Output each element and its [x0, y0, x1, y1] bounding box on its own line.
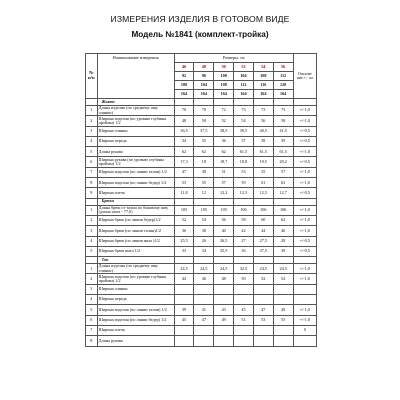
table-row — [86, 325, 317, 335]
measurement-value: 48 — [174, 116, 194, 126]
measurement-value: 18,8 — [234, 157, 254, 167]
row-number: 2 — [86, 116, 98, 126]
measurement-value: 28 — [273, 236, 293, 246]
section-empty-cell — [253, 198, 273, 205]
param-value: 100 — [214, 72, 234, 81]
measurement-value: 52 — [214, 116, 234, 126]
measurement-value: 70 — [194, 106, 214, 116]
measurement-value — [174, 284, 194, 294]
section-empty-cell — [174, 99, 194, 106]
tolerance-value: +/-1,0 — [293, 215, 316, 225]
measurement-name: Ширина спинки — [97, 126, 174, 136]
param-value: 96 — [194, 72, 214, 81]
section-empty-cell — [253, 257, 273, 264]
measurement-value — [174, 295, 194, 305]
table-row — [86, 284, 317, 294]
measurement-value — [253, 295, 273, 305]
row-number: 5 — [86, 147, 98, 157]
table-row — [86, 126, 317, 136]
table-row — [86, 274, 317, 284]
measurement-value — [253, 325, 273, 335]
table-body — [86, 54, 317, 347]
row-number: 3 — [86, 284, 98, 294]
section-title: Жакет — [97, 99, 174, 106]
table-row — [86, 336, 317, 346]
table-row — [86, 295, 317, 305]
measurement-value: 51 — [214, 167, 234, 177]
measurement-value: 35 — [194, 136, 214, 146]
measurement-value: 51 — [234, 315, 254, 325]
name-header: Наименование измерения — [97, 54, 174, 99]
measurement-value: 34 — [174, 136, 194, 146]
size-cell: 50 — [214, 63, 234, 72]
tolerance-value: +/-0,5 — [293, 246, 316, 256]
measurement-value: 45 — [174, 315, 194, 325]
row-number: 3 — [86, 126, 98, 136]
measurement-value — [194, 295, 214, 305]
row-number: 7 — [86, 167, 98, 177]
measurement-name: Ширина брюк (по линии бедер)1/2 — [97, 215, 174, 225]
measurement-value: 55 — [273, 315, 293, 325]
row-number: 5 — [86, 305, 98, 315]
measurement-value: 52 — [174, 215, 194, 225]
size-cell: 46 — [174, 63, 194, 72]
section-num-cell — [86, 257, 98, 264]
measurement-name: Длина рукава — [97, 147, 174, 157]
measurement-value: 19,5 — [253, 157, 273, 167]
size-cell: 52 — [234, 63, 254, 72]
measurement-value: 106 — [253, 205, 273, 215]
measurement-value — [214, 336, 234, 346]
measurement-value: 20,2 — [273, 157, 293, 167]
tolerance-value: +/-1,0 — [293, 305, 316, 315]
measurement-value: 11,8 — [174, 188, 194, 198]
measurement-value: 36,5 — [174, 126, 194, 136]
section-empty-cell — [174, 198, 194, 205]
measurement-value: 56 — [214, 215, 234, 225]
measurement-value: 47 — [174, 167, 194, 177]
row-number: 8 — [86, 336, 98, 346]
tolerance-value: +/-0,5 — [293, 136, 316, 146]
table-row — [86, 188, 317, 198]
table-row — [86, 215, 317, 225]
measurement-value: 105 — [214, 205, 234, 215]
measurement-value: 40,5 — [253, 126, 273, 136]
row-number: 4 — [86, 136, 98, 146]
measurement-value: 18,7 — [214, 157, 234, 167]
measurement-value — [273, 325, 293, 335]
measurement-value: 54 — [194, 215, 214, 225]
measurement-value — [214, 325, 234, 335]
measurement-value: 34 — [194, 246, 214, 256]
row-number: 4 — [86, 295, 98, 305]
section-empty-cell — [234, 99, 254, 106]
section-num-cell — [86, 198, 98, 205]
measurement-value: 49 — [194, 167, 214, 177]
measurement-value: 56 — [253, 116, 273, 126]
measurement-value: 47 — [194, 315, 214, 325]
measurement-name: Ширина спинки — [97, 284, 174, 294]
measurement-value: 25,5 — [174, 236, 194, 246]
measurement-value: 39,5 — [234, 126, 254, 136]
measurement-value — [234, 325, 254, 335]
measurement-value: 38 — [253, 136, 273, 146]
measurement-value: 55 — [194, 178, 214, 188]
row-number: 1 — [86, 106, 98, 116]
section-empty-cell — [293, 99, 316, 106]
table-row — [86, 236, 317, 246]
measurement-name: Ширина плеча — [97, 325, 174, 335]
measurement-value: 36 — [214, 136, 234, 146]
measurement-value: 49 — [214, 315, 234, 325]
measurement-value: 26,5 — [214, 236, 234, 246]
table-row — [86, 116, 317, 126]
measurement-name: Ширина переда — [97, 136, 174, 146]
tolerance-value: 0 — [293, 325, 316, 335]
section-title: Топ — [97, 257, 174, 264]
measurement-value: 50 — [194, 116, 214, 126]
measurement-value — [253, 336, 273, 346]
section-empty-cell — [293, 198, 316, 205]
measurement-value: 39 — [273, 136, 293, 146]
size-cell: 54 — [253, 63, 273, 72]
section-empty-cell — [273, 257, 293, 264]
measurement-value: 48 — [214, 274, 234, 284]
tolerance-value: +/-1,0 — [293, 226, 316, 236]
measurement-value: 37 — [234, 136, 254, 146]
section-empty-cell — [273, 198, 293, 205]
measurement-value: 53 — [174, 178, 194, 188]
param-value: 112 — [234, 81, 254, 90]
param-value: 164 — [273, 90, 293, 99]
tolerance-value: +/-1,0 — [293, 205, 316, 215]
measurement-value: 50 — [234, 274, 254, 284]
measurement-value: 52 — [253, 274, 273, 284]
measurement-value — [234, 284, 254, 294]
tolerance-header: Отклоне ние,+,- см — [293, 54, 316, 99]
measurement-value — [194, 284, 214, 294]
measurement-value — [273, 295, 293, 305]
sizes-label: Размеры, см — [174, 54, 293, 63]
table-row — [86, 264, 317, 274]
measurement-value: 49 — [273, 305, 293, 315]
measurement-value: 70 — [174, 106, 194, 116]
measurement-table — [85, 53, 317, 347]
measurement-value: 44 — [174, 274, 194, 284]
param-value: 112 — [273, 72, 293, 81]
measurement-value: 61 — [253, 178, 273, 188]
measurement-value: 53 — [234, 167, 254, 177]
measurement-value — [174, 325, 194, 335]
param-value: 164 — [214, 90, 234, 99]
table-row — [86, 305, 317, 315]
section-empty-cell — [214, 198, 234, 205]
measurement-value: 40 — [214, 226, 234, 236]
section-empty-cell — [293, 257, 316, 264]
measurement-value: 35,5 — [214, 246, 234, 256]
measurement-value: 61,5 — [273, 147, 293, 157]
measurement-value — [273, 284, 293, 294]
measurement-value: 73 — [253, 106, 273, 116]
measurement-value: 27,5 — [253, 236, 273, 246]
measurement-value: 54 — [273, 274, 293, 284]
measurement-value: 12,2 — [214, 188, 234, 198]
measurement-value: 39 — [273, 246, 293, 256]
measurement-value: 36 — [174, 226, 194, 236]
tolerance-value: +/-1,0 — [293, 274, 316, 284]
measurement-value: 33 — [174, 246, 194, 256]
measurement-value: 24,5 — [194, 264, 214, 274]
measurement-value: 46 — [273, 226, 293, 236]
measurement-value — [273, 336, 293, 346]
measurement-value: 59 — [234, 178, 254, 188]
param-value: 100 — [174, 81, 194, 90]
param-value: 116 — [253, 81, 273, 90]
measurement-value: 37,5 — [194, 126, 214, 136]
measurement-value: 38,5 — [214, 126, 234, 136]
measurement-value: 73 — [234, 106, 254, 116]
measurement-value: 60 — [253, 215, 273, 225]
measurement-value: 62 — [194, 147, 214, 157]
measurement-value — [174, 336, 194, 346]
row-number: 7 — [86, 325, 98, 335]
table-row — [86, 136, 317, 146]
row-number: 6 — [86, 315, 98, 325]
measurement-value: 61,5 — [234, 147, 254, 157]
section-empty-cell — [234, 198, 254, 205]
table-row — [86, 178, 317, 188]
param-value: 164 — [194, 90, 214, 99]
row-number: 1 — [86, 264, 98, 274]
param-value: 108 — [253, 72, 273, 81]
row-number: 3 — [86, 226, 98, 236]
measurement-value: 55 — [253, 167, 273, 177]
measurement-value: 24,5 — [214, 264, 234, 274]
measurement-value: 17,3 — [174, 157, 194, 167]
measurement-name: Длина изделия (по среднему шву спинки) — [97, 264, 174, 274]
tolerance-value: +/-1,0 — [293, 106, 316, 116]
row-number: 2 — [86, 215, 98, 225]
measurement-table-wrap — [85, 53, 317, 347]
tolerance-value: +/-1,0 — [293, 178, 316, 188]
measurement-value: 18 — [194, 157, 214, 167]
measurement-value: 58 — [234, 215, 254, 225]
table-row — [86, 315, 317, 325]
measurement-name: Длина рукава — [97, 336, 174, 346]
table-row — [86, 205, 317, 215]
measurement-value — [234, 336, 254, 346]
model-title: Модель №1841 (комплект-тройка) — [131, 30, 269, 39]
tolerance-value: +/-0,5 — [293, 157, 316, 167]
tolerance-value — [293, 336, 316, 346]
measurement-value: 24,5 — [273, 264, 293, 274]
section-empty-cell — [174, 257, 194, 264]
measurement-name: Ширина переда — [97, 295, 174, 305]
table-row — [86, 226, 317, 236]
row-number: 6 — [86, 157, 98, 167]
section-empty-cell — [214, 99, 234, 106]
row-number: 4 — [86, 236, 98, 246]
param-value: 164 — [234, 90, 254, 99]
section-empty-cell — [253, 99, 273, 106]
measurement-name: Ширина изделия (по линии бедер) 1/2 — [97, 178, 174, 188]
header-row-sizes-label — [86, 54, 317, 63]
measurement-value — [253, 284, 273, 294]
table-row — [86, 147, 317, 157]
param-value: 104 — [234, 72, 254, 81]
table-row — [86, 167, 317, 177]
measurement-value: 12,7 — [273, 188, 293, 198]
param-value: 92 — [174, 72, 194, 81]
measurement-value: 106 — [234, 205, 254, 215]
measurement-value: 24,5 — [174, 264, 194, 274]
measurement-value: 26 — [194, 236, 214, 246]
measurement-value: 39 — [174, 305, 194, 315]
measurement-name: Ширина изделия (по линии талии) 1/2 — [97, 167, 174, 177]
measurement-value: 62 — [174, 147, 194, 157]
tolerance-value: +/-1,0 — [293, 264, 316, 274]
measurement-value — [194, 336, 214, 346]
measurement-value — [214, 284, 234, 294]
measurement-name: Ширина плеча — [97, 188, 174, 198]
measurement-value — [214, 295, 234, 305]
measurement-value: 62 — [273, 215, 293, 225]
document-title: ИЗМЕРЕНИЯ ИЗДЕЛИЯ В ГОТОВОМ ВИДЕ — [110, 14, 290, 24]
measurement-value: 58 — [273, 116, 293, 126]
measurement-value: 54 — [234, 116, 254, 126]
measurement-value: 46 — [194, 274, 214, 284]
measurement-value: 57 — [214, 178, 234, 188]
measurement-value: 41 — [194, 305, 214, 315]
row-number: 9 — [86, 188, 98, 198]
section-empty-cell — [194, 198, 214, 205]
measurement-value: 12,3 — [234, 188, 254, 198]
section-title: Брюки — [97, 198, 174, 205]
measurement-name: Ширина изделия (по линии бедер) 1/2 — [97, 315, 174, 325]
section-empty-cell — [214, 257, 234, 264]
row-number: 5 — [86, 246, 98, 256]
section-empty-cell — [234, 257, 254, 264]
measurement-name: Ширина брюк шага 1/2 — [97, 246, 174, 256]
measurement-name: Длина изделия (по среднему шву спинки) — [97, 106, 174, 116]
measurement-name: Ширина рукава (по уровню глубины проймы) 1/2 — [97, 157, 174, 167]
tolerance-value: +/-0,5 — [293, 236, 316, 246]
measurement-value: 106 — [273, 205, 293, 215]
tolerance-value: +/-0,5 — [293, 188, 316, 198]
measurement-value: 27 — [234, 236, 254, 246]
measurement-name: Ширина брюк (по линии низа )1/2 — [97, 236, 174, 246]
section-empty-cell — [194, 257, 214, 264]
section-empty-cell — [194, 99, 214, 106]
measurement-name: Ширина брюк (по линии талии)1/2 — [97, 226, 174, 236]
section-row — [86, 257, 317, 264]
measurement-value: 36 — [234, 246, 254, 256]
measurement-value: 12,5 — [253, 188, 273, 198]
tolerance-value — [293, 295, 316, 305]
measurement-value: 73 — [273, 106, 293, 116]
measurement-value: 105 — [174, 205, 194, 215]
measurement-value: 41,5 — [273, 126, 293, 136]
measurement-value: 105 — [194, 205, 214, 215]
measurement-name: Ширина изделия (по уровню глубины проймы) 1/2 — [97, 116, 174, 126]
section-empty-cell — [273, 99, 293, 106]
tolerance-value: +/-0,5 — [293, 126, 316, 136]
measurement-value: 47 — [253, 305, 273, 315]
param-value: 120 — [273, 81, 293, 90]
num-header: № п/п — [86, 54, 98, 99]
section-num-cell — [86, 99, 98, 106]
row-number: 2 — [86, 274, 98, 284]
measurement-value: 63 — [273, 178, 293, 188]
section-row — [86, 198, 317, 205]
size-cell: 56 — [273, 63, 293, 72]
table-row — [86, 157, 317, 167]
tolerance-value: +/-1,0 — [293, 147, 316, 157]
row-number: 1 — [86, 205, 98, 215]
measurement-value: 45 — [234, 305, 254, 315]
tolerance-value: +/-1,0 — [293, 116, 316, 126]
size-cell: 48 — [194, 63, 214, 72]
param-value: 104 — [194, 81, 214, 90]
tolerance-value: +/-1,0 — [293, 167, 316, 177]
measurement-value: 38 — [194, 226, 214, 236]
measurement-name: Длина брюк от талии по боковому шву (длина шага - 77,0) — [97, 205, 174, 215]
measurement-value — [234, 295, 254, 305]
table-row — [86, 246, 317, 256]
measurement-name: Ширина изделия (по линии талии) 1/2 — [97, 305, 174, 315]
measurement-value: 61,5 — [253, 147, 273, 157]
param-value: 164 — [253, 90, 273, 99]
measurement-value: 37,5 — [253, 246, 273, 256]
measurement-name: Ширина изделия (по уровню глубины проймы) 1/2 — [97, 274, 174, 284]
tolerance-value — [293, 284, 316, 294]
section-row — [86, 99, 317, 106]
param-value: 164 — [174, 90, 194, 99]
measurement-value: 42 — [234, 226, 254, 236]
measurement-value — [194, 325, 214, 335]
measurement-value: 57 — [273, 167, 293, 177]
table-row — [86, 106, 317, 116]
measurement-value: 24,5 — [253, 264, 273, 274]
measurement-value: 53 — [253, 315, 273, 325]
measurement-value: 62 — [214, 147, 234, 157]
tolerance-value: +/-1,0 — [293, 315, 316, 325]
measurement-value: 43 — [214, 305, 234, 315]
measurement-value: 72 — [214, 106, 234, 116]
row-number: 8 — [86, 178, 98, 188]
measurement-value: 44 — [253, 226, 273, 236]
param-value: 108 — [214, 81, 234, 90]
measurement-value: 12 — [194, 188, 214, 198]
measurement-value: 32,5 — [234, 264, 254, 274]
